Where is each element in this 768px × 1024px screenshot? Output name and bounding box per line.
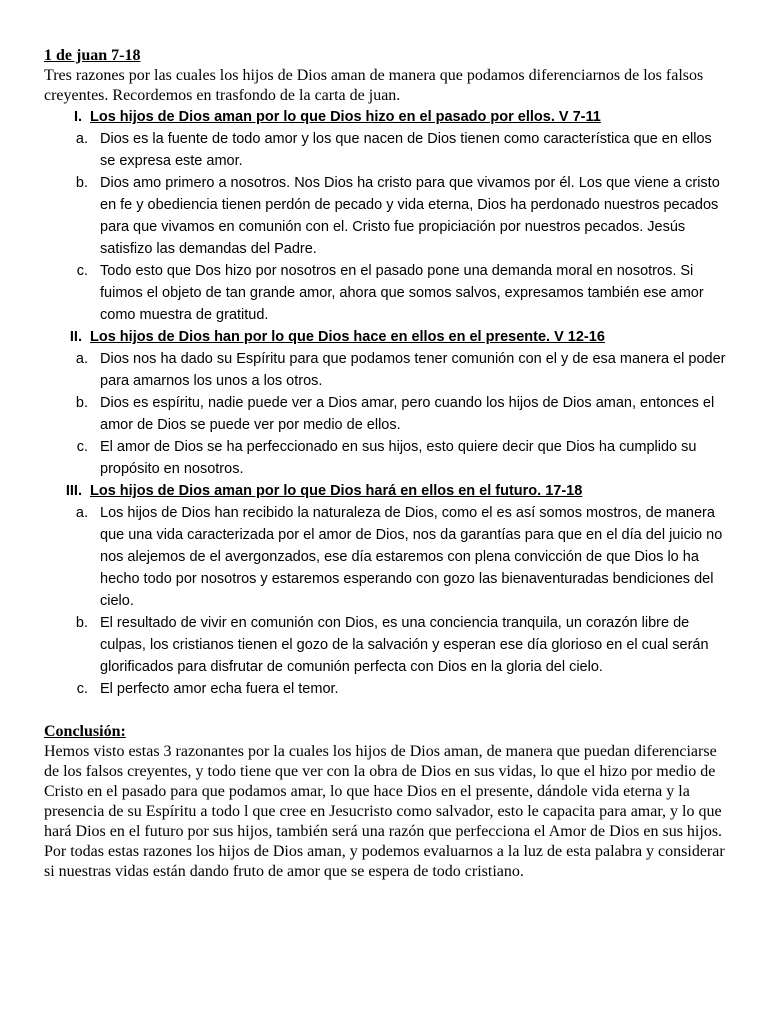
document-title: 1 de juan 7-18 (44, 47, 141, 64)
section-title: Los hijos de Dios aman por lo que Dios hará en ellos en el futuro. 17-18 (90, 483, 583, 499)
section-numeral: II. (69, 329, 82, 345)
item-letter: b. (75, 395, 88, 411)
item-text: Dios amo primero a nosotros. Nos Dios ha cristo para que vivamos por él. Los que viene a cristo en fe y obediencia tienen perdón de pecado y vida eterna, Dios ha perdonado nuestros pecados para que vivamos en comunión con el. Cristo fue propiciación por nuestros pecados. Jesús satisfizo las demandas del Padre. (100, 175, 720, 257)
item-letter: c. (76, 439, 88, 455)
item-letter: c. (76, 681, 88, 697)
section-heading (44, 326, 728, 348)
list-item (44, 502, 728, 612)
item-letter: a. (75, 131, 88, 147)
item-text: El perfecto amor echa fuera el temor. (100, 681, 339, 697)
item-text: Los hijos de Dios han recibido la naturaleza de Dios, como el es así somos mostros, de manera que una vida caracterizada por el amor de Dios, nos da garantías para que en el día del juicio no nos alejemos de el avergonzados, ese día estaremos con plena convicción de que Dios lo ha hecho todo por nosotros y estaremos esperando con gozo las bienaventuradas bendiciones del cielo. (100, 505, 723, 609)
item-text: Dios es espíritu, nadie puede ver a Dios amar, pero cuando los hijos de Dios aman, entonces el amor de Dios se puede ver por medio de ellos. (100, 395, 715, 433)
list-item (44, 392, 728, 436)
conclusion-text: Hemos visto estas 3 razonantes por la cuales los hijos de Dios aman, de manera que puedan diferenciarse de los falsos creyentes, y todo tiene que ver con la obra de Dios en sus vidas, lo que el hizo por medio de Cristo en el pasado para que podamos amar, lo que hace Dios en el presente, dándole vida eterna y la presencia de su Espíritu a todo l que cree en Jesucristo como salvador, esto le capacita para amar, y lo que hará Dios en el futuro por sus hijos, también será una razón que perfecciona el Amor de Dios en sus hijos. Por todas estas razones los hijos de Dios aman, y podemos evaluarnos a la luz de esta palabra y considerar si nuestras vidas están dando fruto de amor que se espera de todo cristiano. (44, 743, 725, 880)
item-letter: b. (75, 615, 88, 631)
list-item (44, 678, 728, 700)
section-1 (44, 106, 728, 326)
section-2 (44, 326, 728, 480)
list-item (44, 128, 728, 172)
section-numeral: III. (65, 483, 82, 499)
conclusion (44, 722, 728, 882)
item-text: El amor de Dios se ha perfeccionado en sus hijos, esto quiere decir que Dios ha cumplido su propósito en nosotros. (100, 439, 697, 477)
section-heading (44, 480, 728, 502)
section-title: Los hijos de Dios aman por lo que Dios hizo en el pasado por ellos. V 7-11 (90, 109, 601, 125)
item-text: Dios nos ha dado su Espíritu para que podamos tener comunión con el y de esa manera el poder para amarnos los unos a los otros. (100, 351, 726, 389)
document-intro: Tres razones por las cuales los hijos de Dios aman de manera que podamos diferenciarnos de los falsos creyentes. Recordemos en trasfondo de la carta de juan. (44, 67, 704, 104)
section-heading (44, 106, 728, 128)
list-item (44, 612, 728, 678)
conclusion-title: Conclusión: (44, 723, 126, 740)
item-text: Dios es la fuente de todo amor y los que nacen de Dios tienen como característica que en ellos se expresa este amor. (100, 131, 712, 169)
item-letter: b. (75, 175, 88, 191)
list-item (44, 172, 728, 260)
item-text: Todo esto que Dos hizo por nosotros en el pasado pone una demanda moral en nosotros. Si fuimos el objeto de tan grande amor, ahora que somos salvos, expresamos también ese amor como muestra de gratitud. (100, 263, 704, 323)
list-item (44, 260, 728, 326)
list-item (44, 348, 728, 392)
list-item (44, 436, 728, 480)
item-letter: a. (75, 351, 88, 367)
section-title: Los hijos de Dios han por lo que Dios hace en ellos en el presente. V 12-16 (90, 329, 605, 345)
section-numeral: I. (73, 109, 82, 125)
item-letter: a. (75, 505, 88, 521)
section-3 (44, 480, 728, 700)
item-text: El resultado de vivir en comunión con Dios, es una conciencia tranquila, un corazón libre de culpas, los cristianos tienen el gozo de la salvación y esperan ese día glorioso en el cual serán glorificados para disfrutar de comunión perfecta con Dios en la gloria del cielo. (100, 615, 709, 675)
item-letter: c. (76, 263, 88, 279)
